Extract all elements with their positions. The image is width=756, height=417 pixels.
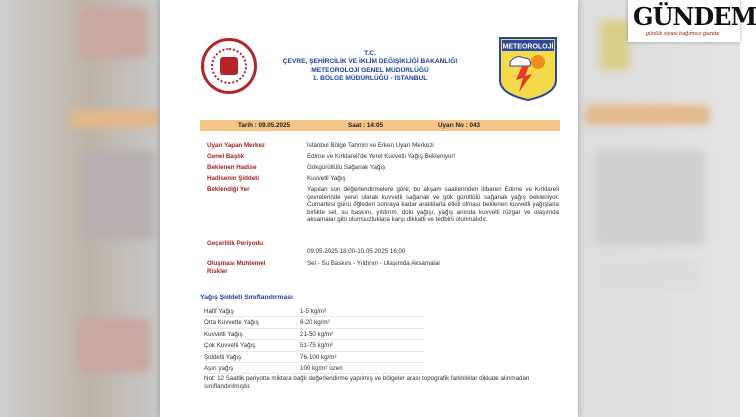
row-label: Geçerlilik Periyodu [207,240,264,247]
row-label: Oluşması Muhtemel Riskler [207,260,266,275]
bg-blur-seal [78,8,148,58]
table-cell-range: 21-50 kg/m² [300,330,334,338]
header-line-region: 1. BÖLGE MÜDÜRLÜĞÜ - İSTANBUL [312,75,428,83]
row-value: 09.05.2025 18:00-10.05.2025 16:00 [307,248,406,255]
row-value: Sel - Su Baskını - Yıldırım - Ulaşımda Aksamalar [307,260,441,267]
table-cell-range: 51-75 kg/m² [300,342,334,350]
logo-text: METEOROLOJİ [502,43,554,51]
warning-time: Saat : 14:05 [348,122,384,129]
row-value: Edirne ve Kırklareli'de Yerel Kuvvetli Yağış Bekleniyor! [307,153,456,160]
warning-info-band [200,120,560,131]
bg-blur-bottom-left [78,318,150,372]
bg-blur-text-right [595,150,705,245]
table-row [204,340,424,351]
table-row [204,317,424,328]
classification-table [204,306,424,374]
row-label: Beklendiği Yer [207,186,250,193]
document-header [270,50,470,84]
header-line-directorate: METEOROLOJİ GENEL MÜDÜRLÜĞÜ [311,66,429,74]
table-cell-range: 100 kg/m² üzeri [300,364,343,372]
row-label: Genel Başlık [207,153,245,160]
row-value: Gökgürültülü Sağanak Yağış [307,164,386,171]
gundem-slogan: günlük siyasi bağımsız gazete [646,31,720,37]
table-cell-name: Hafif Yağış [204,308,234,315]
table-cell-name: Çok Kuvvetli Yağış [204,342,256,350]
classification-note: Not: 12 Saatlik periyotta miktara bağlı değerlendirme yapılmış ve bölgeler arası topografik farklılıklar dikkate alınmadan sınıflandırılmıştır. [204,375,530,390]
classification-title: Yağış Şiddeti Sınıflandırması [200,294,293,301]
meteoroloji-logo-icon [498,36,558,102]
header-line-ministry: ÇEVRE, ŞEHİRCİLİK VE İKLİM DEĞİŞİKLİĞİ BAKANLIĞI [282,58,458,66]
ministry-seal-icon [201,38,257,94]
warning-date: Tarih : 09.05.2025 [238,122,291,129]
table-cell-name: Kuvvetli Yağış [204,330,243,338]
bg-blur-lower-right [600,260,700,290]
bg-blur-text-left [82,150,154,240]
table-cell-range: 76-100 kg/m² [300,353,337,361]
table-row [204,363,424,374]
bg-blur-logo-right [600,20,630,70]
row-label: Beklenen Hadise [207,164,257,171]
table-cell-name: Şiddetli Yağış [204,353,242,361]
warning-number: Uyarı No : 043 [438,122,480,129]
row-value: Kuvvetli Yağış [307,175,346,182]
gundem-watermark [628,0,756,42]
table-row [204,329,424,340]
table-cell-range: 6-20 kg/m² [300,319,330,327]
gundem-brand-logo: GÜNDEM [633,2,756,31]
table-cell-name: Aşırı yağış [204,364,234,372]
bg-blur-band-left [70,110,160,128]
row-value: Yapılan son değerlendirmelere göre; bu akşam saatlerinden itibaren Edirne ve Kırklareli çevrelerinde yerel olarak kuvvetli sağanak ve gök gürültülü sağanak yağış bekleniyor. Cumartesi günü öğleden sonraya kadar aralıklarla etkili olması beklenen kuvvetli yağışlarla birlikte sel, su baskını, yıldırım, dolu yağışı, yağış anında kuvvetli rüzgar ve ulaşımda aksamalar gibi olumsuzluklara karşı dikkatli ve tedbirli olunmalıdır. [307,186,559,224]
row-label: Uyarı Yapan Merkez [207,142,266,149]
table-row [204,306,424,317]
header-line-tc: T.C. [364,50,376,57]
row-label: Hadisenin Şiddeti [207,175,259,182]
warning-document [160,0,578,417]
table-cell-range: 1-5 kg/m² [300,308,327,315]
table-row [204,352,424,363]
table-cell-name: Orta Kuvvette Yağış [204,319,259,327]
bg-blur-band-right [585,105,710,125]
row-value: İstanbul Bölge Tahmin ve Erken Uyarı Merkezi [307,142,434,149]
